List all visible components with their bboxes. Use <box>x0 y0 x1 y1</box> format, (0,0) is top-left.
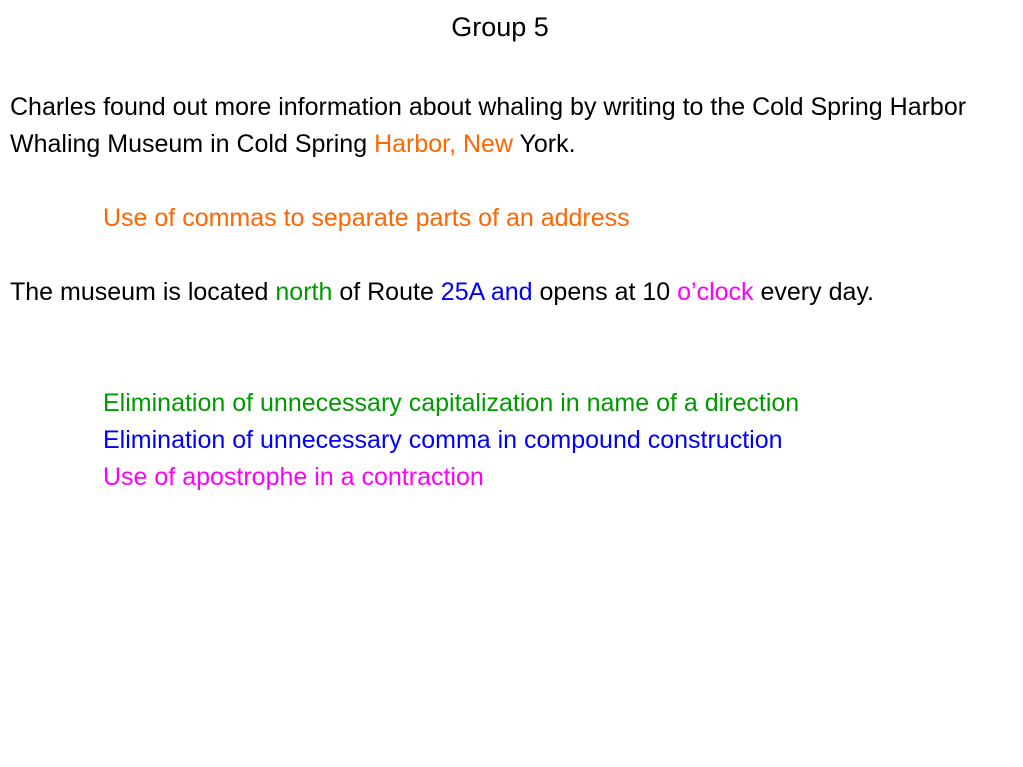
highlight-25a-and: 25A and <box>440 278 533 306</box>
paragraph-museum-part1: The museum is located <box>10 278 276 306</box>
paragraph-address-text-after: York. <box>513 130 576 158</box>
note-address-commas: Use of commas to separate parts of an address <box>103 204 630 232</box>
paragraph-address <box>10 89 1015 163</box>
note-apostrophe-contraction: Use of apostrophe in a contraction <box>103 463 484 491</box>
highlight-oclock: o’clock <box>677 278 754 306</box>
note-compound-comma: Elimination of unnecessary comma in compound construction <box>103 426 783 454</box>
highlight-north: north <box>275 278 333 306</box>
highlight-harbor-new: Harbor, New <box>374 130 514 158</box>
slide-title: Group 5 <box>451 12 549 42</box>
paragraph-museum-part3: opens at 10 <box>532 278 678 306</box>
paragraph-museum-part2: of Route <box>332 278 441 306</box>
paragraph-museum <box>10 274 1015 311</box>
note-direction-capitalization: Elimination of unnecessary capitalization in name of a direction <box>103 389 800 417</box>
paragraph-address-text-before: Charles found out more information about whaling by writing to the Cold Spring Harbor Whaling Museum in Cold Spring <box>10 93 967 158</box>
paragraph-museum-part4: every day. <box>753 278 874 306</box>
